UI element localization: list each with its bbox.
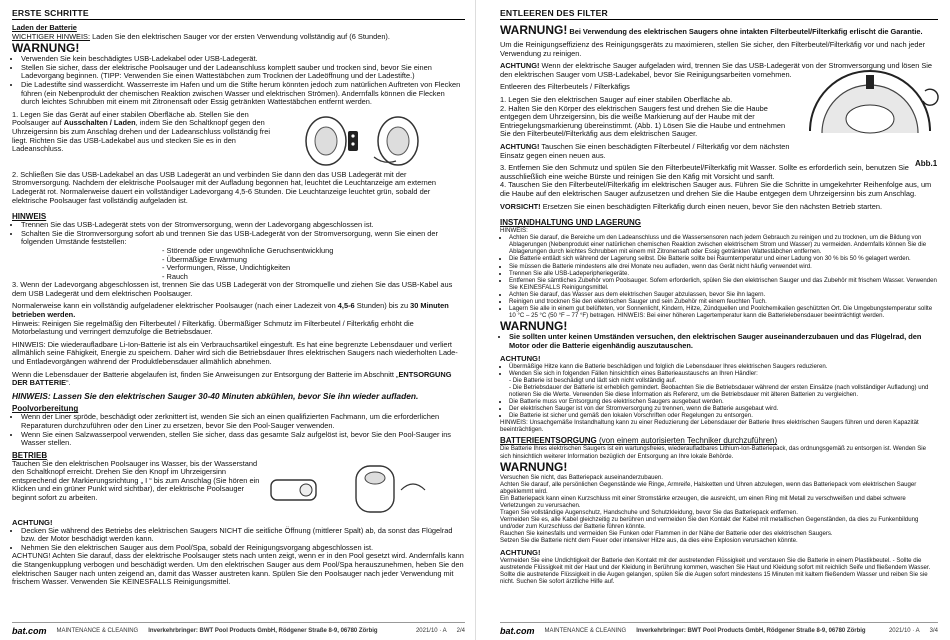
- footer-distributor: Inverkehrbringer: BWT Pool Products GmbH, Rödgener Straße 8-9, 06780 Zörbig: [148, 628, 378, 634]
- maintenance-note: HINWEIS: Unsachgemäße Instandhaltung kann zu einer Reduzierung der Lebensdauer der Batterie Ihres elektrischen Saugers führen und deren Kapazität beeinträchtigen.: [500, 419, 919, 434]
- warning-title: WARNUNG!: [500, 319, 568, 334]
- maintenance-hinweis: HINWEIS:: [500, 227, 528, 235]
- footer-category: MAINTENANCE & CLEANING: [56, 628, 139, 634]
- empty-step: 2. Halten Sie den Körper des elektrischen Saugers fest und drehen Sie die Haube entgegen dem Uhrzeigersinn, bis die weiße Markierung auf der Haube mit der Entriegelungsmarkierung übereinstimmt. (Abb. 1) Lösen Sie die Haube und entnehmen Sie den Filterbeutel/Filterkäfig aus dem elektrischen Sauger.: [500, 103, 786, 139]
- caution-list: [12, 527, 465, 553]
- empty-step: 1. Legen Sie den elektrischen Sauger auf einer stabilen Oberfläche ab.: [500, 94, 733, 104]
- runtime-text: Normalerweise kann ein vollständig aufgeladener elektrischer Poolsauger (nach einer Ladezeit von 4,5-6 Stunden) bis zu 30 Minuten betrieben werden.: [12, 301, 449, 320]
- empty-step: 3. Entfernen Sie den Schmutz und spülen Sie den Filterbeutel/Filterkäfig mit Wasser. Sollte es erforderlich sein, benutzen Sie ausschließlich eine weiche Bürste und reinigen Sie den Käfig mit Vorsicht und sanft.: [500, 163, 909, 181]
- battery-disposal-title: BATTERIEENTSORGUNG (von einem autorisierten Techniker durchzuführen): [500, 436, 778, 446]
- list-item: • Die Batterie ist sicher und gemäß den lokalen Vorschriften oder Regelungen zu entsorgen.: [509, 412, 938, 419]
- section-title: ERSTE SCHRITTE: [12, 8, 465, 20]
- vorsicht-note: VORSICHT! Ersetzen Sie einen beschädigten Filterkäfig durch einen neuen, bevor Sie den nächsten Betrieb starten.: [500, 201, 883, 211]
- caution-title: ACHTUNG!: [500, 547, 541, 557]
- list-item: • Die Ladestifte sind wasserdicht. Wasserreste im Hafen und um die Stifte herum könnten jedoch zum natürlichen Auftreten von Flecken führen (ein Nebenprodukt der chemischen Reaktion zwischen Wasser und elektrischen Strömen). Andernfalls können die Flecken durch leichtes Schrubben mit einem mit Zitronensaft oder Essig getränkten Wattestäbchen entfernt werden.: [21, 81, 465, 107]
- list-item: • Trennen Sie alle USB-Ladeperipheriegeräte.: [509, 270, 938, 277]
- right-page: [475, 0, 950, 640]
- operation-title: BETRIEB: [12, 450, 48, 460]
- footer-distributor: Inverkehrbringer: BWT Pool Products GmbH, Rödgener Straße 8-9, 06780 Zörbig: [636, 628, 866, 634]
- list-item: • Die Batterie entlädt sich während der Lagerung selbst. Die Batterie sollte bei Raumtemperatur und einer Ladung von 30 % bis 50 % gelagert werden.: [509, 255, 938, 262]
- list-item: • Wenn der Liner spröde, beschädigt oder zerknittert ist, wenden Sie sich an einen qualifizierten Fachmann, um die erforderlichen Reparaturen durchzuführen oder den Liner zu ersetzen, bevor Sie den Pool-Sauger verwenden.: [21, 413, 465, 430]
- list-item: • Sie sollten unter keinen Umständen versuchen, den elektrischen Sauger auseinanderzubauen und das Flügelrad, den Motor oder die Batterie eigenhändig auszutauschen.: [509, 333, 938, 350]
- list-item: • Übermäßige Hitze kann die Batterie beschädigen und folglich die Lebensdauer Ihres elektrischen Saugers reduzieren.: [509, 363, 938, 370]
- page-number: 3/4: [929, 628, 938, 634]
- list-item: • Der elektrischen Sauger ist von der Stromversorgung zu trennen, wenn die Batterie ausgebaut wird.: [509, 405, 938, 412]
- warranty-warning: WARNUNG! Bei Verwendung des elektrischen Saugers ohne intakten Filterbeutel/Filterkäfig erlischt die Garantie.: [500, 23, 923, 37]
- warning-title: WARNUNG!: [12, 41, 80, 56]
- footer-category: MAINTENANCE & CLEANING: [544, 628, 627, 634]
- warning-lines: [500, 474, 938, 545]
- list-item: Tragen Sie vollständige Augenschutz, Handschuhe und Schutzkleidung, bevor Sie das Batteriepack entfernen.: [500, 509, 798, 517]
- step-1: 1. Legen Sie das Gerät auf einer stabilen Oberfläche ab. Stellen Sie den Poolsauger auf Ausschalten / Laden, indem Sie den Schaltknopf gegen den Uhrzeigersinn bis zum Anschlag drehen und der Ladeanschluss vollständig frei liegt. Richten Sie das USB-Ladekabel aus und stecken Sie es in den Ladeanschluss.: [12, 109, 271, 154]
- list-item: • Schalten Sie die Stromversorgung sofort ab und trennen Sie das USB-Ladegerät von der Stromversorgung, wenn Sie einen der folgenden Umstände feststellen:: [21, 230, 465, 247]
- list-item: • Verwenden Sie kein beschädigtes USB-Ladekabel oder USB-Ladegerät.: [21, 55, 465, 64]
- warning-title: WARNUNG!: [500, 459, 568, 474]
- list-item: Achten Sie darauf, alle persönlichen Gegenstände wie Ringe, Armreife, Halsketten und Uhren abzulegen, wenn das Batteriepack vom elektrischen Sauger abgeklemmt wird.: [500, 480, 917, 495]
- maintenance-title: INSTANDHALTUNG UND LAGERUNG: [500, 218, 642, 228]
- section-title: ENTLEEREN DES FILTER: [500, 8, 938, 20]
- caution-charging: ACHTUNG! Wenn der elektrische Sauger aufgeladen wird, trennen Sie das USB-Ladegerät von der Stromversorgung und lösen Sie den elektrischen Sauger vom USB-Ladekabel, bevor Sie Reinigungsarbeiten vornehmen.: [500, 61, 933, 79]
- list-item: - Die Betriebsdauer der Batterie ist erheblich gemindert. Beobachten Sie die Betriebsdauer während der ersten Einsätze (nach vollständiger Aufladung) und notieren Sie die Werte. Verwenden Sie diese Information als Referenz, um die Betriebsdauer mit älteren Batterien zu vergleichen.: [509, 383, 929, 398]
- list-item: • Wenn Sie einen Salzwasserpool verwenden, stellen Sie sicher, dass das gesamte Salz aufgelöst ist, bevor Sie den Pool-Sauger ins Wasser stellen.: [21, 431, 465, 448]
- list-item: Versuchen Sie nicht, das Batteriepack auseinanderzubauen.: [500, 473, 663, 481]
- disposal-reference: Wenn die Lebensdauer der Batterie abgelaufen ist, finden Sie Anweisungen zur Entsorgung der Batterie im Abschnitt „ENTSORGUNG DER BATTERIE“.: [12, 369, 452, 388]
- filter-figure: [800, 61, 940, 156]
- page-number: 2/4: [456, 628, 465, 634]
- battery-note: HINWEIS: Die wiederaufladbare Li-Ion-Batterie ist als ein Verbrauchsartikel eingestuft. Es hat eine begrenzte Lebensdauer und verliert allmählich seine Fähigkeit, Energie zu speichern. Daher wird sich die Betriebsdauer Ihres elektrischen Saugers nach wiederholten Lade- und Entladevorgängen während der Produktlebensdauer allmählich abnehmen.: [12, 339, 458, 367]
- battery-heading: Laden der Batterie: [12, 23, 77, 32]
- list-item: • Nehmen Sie den elektrischen Sauger aus dem Pool/Spa, sobald der Reinigungsvorgang abgeschlossen ist.: [21, 544, 465, 553]
- caution-title: ACHTUNG!: [12, 517, 53, 527]
- hinweis-list: [12, 221, 465, 247]
- charging-illustration: [286, 111, 436, 171]
- brand-logo: bat.com: [12, 626, 47, 636]
- list-item: • Achten Sie darauf, das Wasser aus dem elektrischen Sauger abzulassen, bevor Sie ihn lagern.: [509, 291, 938, 298]
- battery-disposal-text: Die Batterie Ihres elektrischen Saugers ist ein wartungsfreies, wiederaufladbares Lithium-Ion-Batteriepack, das ordnungsgemäß zu entsorgen ist. Wenden Sie sich hinsichtlich weiterer Information bezüglich der Entsorgung an Ihre lokale Behörde.: [500, 445, 926, 460]
- list-item: • Trennen Sie das USB-Ladegerät stets von der Stromversorgung, wenn der Ladevorgang abgeschlossen ist.: [21, 221, 465, 230]
- list-item: • Achten Sie darauf, die Bereiche um den Ladeanschluss und die Wassersensoren nach jedem Gebrauch zu reinigen und zu trocknen, um die Bildung von Ablagerungen (Nebenprodukt einer natürlichen chemischen Reaktion zwischen elektrischem Strom und Wasser) zu vermeiden. Andernfalls können Sie die Ablagerungen durch leichtes Schrubben mit einem mit Zitronensaft oder Essig getränkten Wattestäbchen entfernen.: [509, 234, 938, 255]
- footer-date: 2021/10 · A: [415, 628, 447, 634]
- filter-intro: Um die Reinigungseffizienz des Reinigungsgeräts zu maximieren, stellen Sie sicher, den Filterbeutel/Filterkäfig vor und nach jeder Verwendung zu reinigen.: [500, 40, 926, 58]
- caution-list: [500, 363, 938, 420]
- footer-date: 2021/10 · A: [888, 628, 920, 634]
- empty-step: 4. Tauschen Sie den Filterbeutel/Filterkäfig im elektrischen Sauger aus. Führen Sie die Schritte in umgekehrter Reihenfolge aus, um die Haube auf den elektrischen Sauger aufzusetzen und drehen Sie die Haube entgegen dem Uhrzeigersinn bis zum Anschlag.: [500, 180, 932, 198]
- caution-title: ACHTUNG!: [500, 353, 541, 363]
- list-item: • Reinigen und trocknen Sie den elektrischen Sauger und sein Zubehör mit einem feuchten Tuch.: [509, 298, 938, 305]
- list-item: • Sie müssen die Batterie mindestens alle drei Monate neu aufladen, wenn das Gerät nicht häufig verwendet wird.: [509, 263, 938, 270]
- brand-logo: bat.com: [500, 626, 535, 636]
- step-3: 3. Wenn der Ladevorgang abgeschlossen ist, trennen Sie das USB Ladegerät von der Stromquelle und ziehen Sie das USB-Kabel aus dem USB Ladegerät und dem elektrischen Poolsauger.: [12, 280, 453, 298]
- figure-label: Abb.1: [915, 159, 938, 169]
- empty-filter-title: Entleeren des Filterbeutels / Filterkäfigs: [500, 82, 630, 92]
- page-footer: [500, 622, 938, 636]
- list-item: - Die Batterie ist beschädigt und lädt sich nicht vollständig auf.: [509, 376, 677, 384]
- list-item: • Wenden Sie sich in folgenden Fällen hinsichtlich eines Batterieaustauschs an Ihren Händler:: [509, 370, 938, 377]
- important-note: WICHTIGER HINWEIS: Laden Sie den elektrischen Sauger vor der ersten Verwendung vollständig auf (6 Stunden).: [12, 31, 390, 41]
- hinweis-title: HINWEIS: [12, 212, 47, 222]
- runtime-note: Hinweis: Reinigen Sie regelmäßig den Filterbeutel / Filterkäfig. Übermäßiger Schmutz im Filterbeutel / Filterkäfig erhöht die Motorbelastung und verringert demzufolge die Betriebsdauer.: [12, 318, 414, 337]
- warning-list: [500, 333, 938, 350]
- list-item: • Entfernen Sie sämtliches Zubehör vom Poolsauger. Sofern erforderlich, spülen Sie den elektrischen Sauger und das Zubehör mit frischem Wasser. Verwenden Sie KEINESFALLS Reinigungsmittel.: [509, 277, 938, 291]
- hinweis-conditions: - Störende oder ungewöhnliche Geruchsentwicklung - Übermäßige Erwärmung - Verformungen, Risse, Undichtigkeiten - Rauch: [162, 245, 334, 281]
- leak-caution-text: Vermeiden Sie eine Undichtigkeit der Batterie den Kontakt mit der austretenden Flüssigkeit und verstauen Sie die Batterie in einem Plastikbeutel. - Sollte die austretende Flüssigkeit mit der Haut und der Kleidung in Berührung kommen, waschen Sie Haut und Kleidung sofort mit reichlich Seife und fließendem Wasser. Sollte die austretende Flüssigkeit in die Augen gelangen, spülen Sie die Augen sofort mindestens 15 Minuten mit kaltem fließendem Wasser und reiben Sie sie nicht. Suchen Sie sofort ärztliche Hilfe auf.: [500, 556, 931, 585]
- warning-list: [12, 55, 465, 107]
- operation-text: Tauchen Sie den elektrischen Poolsauger ins Wasser, bis der Wasserstand den Schaltknopf erreicht. Drehen Sie den Knopf im Uhrzeigersinn entsprechend der Markierungsrichtung „ I “ bis zum Anschlag (Sie hören ein Klicken und ein grüner Punkt wird sichtbar), der elektrische Poolsauger beginnt sofort zu arbeiten.: [12, 458, 260, 503]
- list-item: Setzen Sie die Batterie nicht dem Feuer oder intensiver Hitze aus, da dies eine Explosion verursachen könnte.: [500, 537, 798, 545]
- maintenance-list: [500, 234, 938, 319]
- page-footer: [12, 622, 465, 636]
- operation-illustration: [266, 460, 436, 515]
- list-item: Vermeiden Sie es, alle Kabel gleichzeitig zu berühren und vermeiden Sie den Kontakt der Kabel mit metallischen Gegenständen, da dies zu Funkenbildung und/oder zum Kurzschluss der Batterie führen könnte.: [500, 516, 919, 531]
- list-item: Rauchen Sie keinesfalls und vermeiden Sie Funken oder Flammen in der Nähe der Batterie oder des elektrischen Saugers.: [500, 530, 833, 538]
- caution-filter: ACHTUNG! Tauschen Sie einen beschädigten Filterbeutel / Filterkäfig vor dem nächsten Einsatz gegen einen neuen aus.: [500, 141, 790, 160]
- list-item: • Die Batterie muss vor Entsorgung des elektrischen Saugers ausgebaut werden.: [509, 398, 938, 405]
- list-item: • Stellen Sie sicher, dass der elektrische Poolsauger und der Ladeanschluss komplett sauber und trocken sind, bevor Sie einen Ladevorgang beginnen. (TIPP: Verwenden Sie einen Wattestäbchen zum Trocknen der Ladeöffnung und der Ladestifte.): [21, 64, 465, 81]
- caution-text: ACHTUNG! Achten Sie darauf, dass der elektrische Poolsauger stets nach unten zeigt, wenn er in den Pool gesetzt wird. Andernfalls kann die Stangenkupplung verbogen und beschädigt werden. Um den elektrischen Sauger aus dem Pool/Spa herauszunehmen, heben Sie den elektrischen Sauger nach unten zeigend an, damit das Wasser austreten kann. Spülen Sie den Poolsauger nach jeder Verwendung mit frischem Wasser. Verwenden Sie KEINESFALLS Reinigungsmittel.: [12, 551, 464, 587]
- prep-list: [12, 413, 465, 447]
- prep-title: Poolvorbereitung: [12, 404, 79, 414]
- list-item: • Lagern Sie alle in einem gut belüfteten, vor Sonnenlicht, Kindern, Hitze, Zündquellen und Poolchemikalien geschützten Ort. Die Umgebungstemperatur sollte 10 °C – 25 °C (50 °F – 77 °F) betragen. HINWEIS: Bei einer höheren Lagertemperatur kann die Batterielebensdauer beeinträchtigt werden.: [509, 305, 938, 319]
- cool-down-note: HINWEIS: Lassen Sie den elektrischen Sauger 30-40 Minuten abkühlen, bevor Sie ihn wieder aufladen.: [12, 390, 419, 401]
- list-item: • Decken Sie während des Betriebs des elektrischen Saugers NICHT die seitliche Öffnung (mittlerer Spalt) ab, da sonst das Flügelrad bzw. der Motor beschädigt werden kann.: [21, 527, 465, 544]
- list-item: Ein Batteriepack kann einen Kurzschluss mit einer Stromstärke erzeugen, die ausreicht, um einen Ring mit Metall zu verschweißen und dabei schwere Verletzungen zu verursachen.: [500, 494, 906, 509]
- step-2: 2. Schließen Sie das USB-Ladekabel an das USB Ladegerät an und verbinden Sie dann den das USB Ladegerät mit der Stromversorgung. Nachdem der elektrische Poolsauger mit der Aufladung begonnen hat, leuchtet die Leuchtanzeige am externen Ladegerät rot. Normalerweise dauert ein vollständiger Ladevorgang 4,5-6 Stunden. Die Leuchtanzeige leuchtet grün, sobald der elektrische Poolsauger fast vollständig aufgeladen ist.: [12, 169, 436, 205]
